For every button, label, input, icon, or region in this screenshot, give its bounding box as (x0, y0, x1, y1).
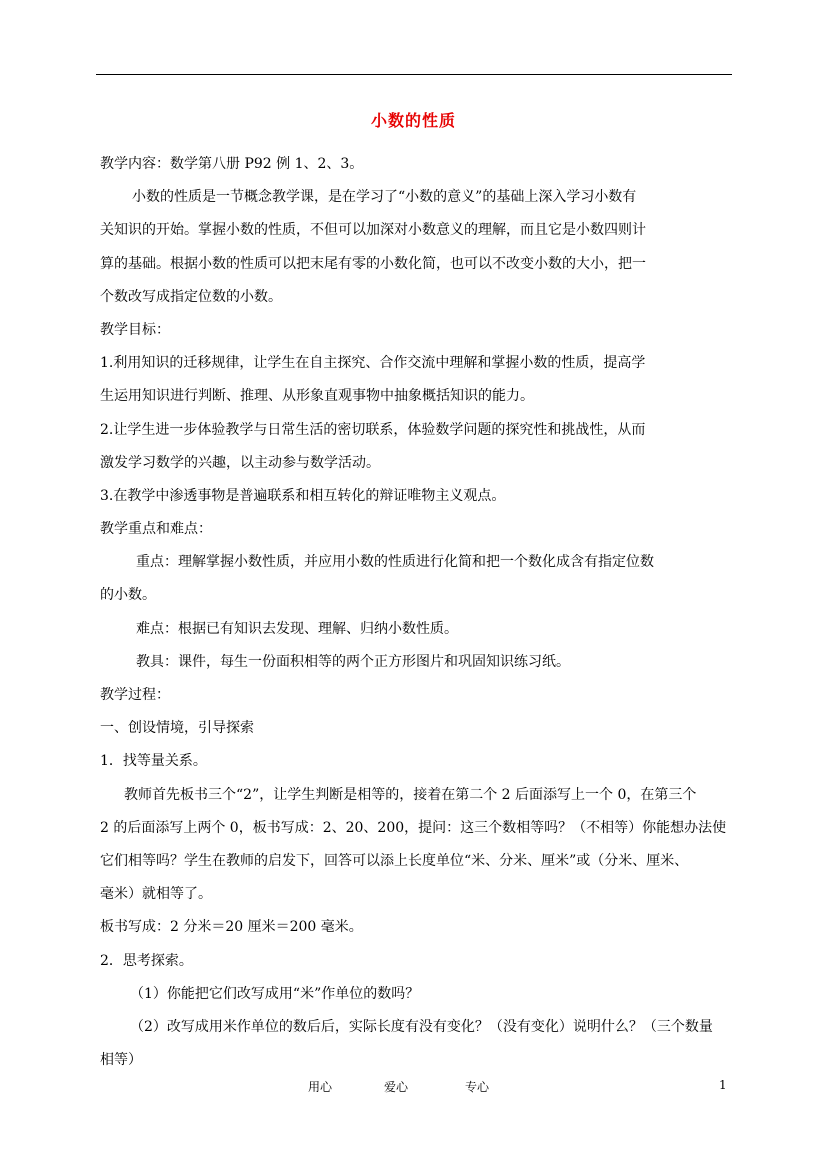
text-line: 1．找等量关系。 (100, 753, 207, 770)
text-line: 生运用知识进行判断、推理、从形象直观事物中抽象概括知识的能力。 (100, 388, 534, 405)
text-line: 教师首先板书三个“2”，让学生判断是相等的，接着在第二个 2 后面添写上一个 0，在第三个 (124, 786, 697, 803)
text-line: 关知识的开始。掌握小数的性质，不但可以加深对小数意义的理解，而且它是小数四则计 (100, 222, 646, 239)
text-line: （2）改写成用米作单位的数后后，实际长度有没有变化？（没有变化）说明什么？（三个数量 (130, 1018, 713, 1035)
text-line: 的小数。 (100, 587, 156, 604)
page-footer (0, 1078, 827, 1098)
text-line: （1）你能把它们改写成用“米”作单位的数吗？ (130, 985, 420, 1002)
text-line: 1.利用知识的迁移规律，让学生在自主探究、合作交流中理解和掌握小数的性质，提高学 (100, 355, 646, 372)
text-line: 2 的后面添写上两个 0，板书写成：2、20、200，提问：这三个数相等吗？（不相等）你能想办法使 (100, 819, 727, 836)
document-title: 小数的性质 (370, 111, 456, 130)
text-line: 算的基础。根据小数的性质可以把末尾有零的小数化简，也可以不改变小数的大小，把一 (100, 255, 646, 272)
text-line: 2．思考探索。 (100, 952, 193, 969)
footer-item-aixin: 爱心 (384, 1080, 409, 1094)
text-line: 教学内容：数学第八册 P92 例 1、2、3。 (100, 156, 364, 172)
text-line: 毫米）就相等了。 (100, 886, 212, 903)
text-line: 3.在教学中渗透事物是普遍联系和相互转化的辩证唯物主义观点。 (100, 487, 506, 504)
text-line: 难点：根据已有知识去发现、理解、归纳小数性质。 (136, 620, 458, 637)
text-line: 重点：理解掌握小数性质，并应用小数的性质进行化简和把一个数化成含有指定位数 (136, 554, 654, 571)
text-line: 激发学习数学的兴趣，以主动参与数学活动。 (100, 454, 380, 471)
text-line: 板书写成：2 分米＝20 厘米＝200 毫米。 (100, 919, 363, 936)
document-body (100, 148, 727, 1077)
text-line: 教具：课件，每生一份面积相等的两个正方形图片和巩固知识练习纸。 (136, 653, 570, 670)
page-number: 1 (719, 1078, 727, 1092)
text-line: 它们相等吗？学生在教师的启发下，回答可以添上长度单位“米、分米、厘米”或（分米、厘米、 (100, 852, 689, 869)
text-line: 2.让学生进一步体验教学与日常生活的密切联系，体验数学问题的探究性和挑战性，从而 (100, 421, 646, 438)
text-line: 教学重点和难点： (100, 521, 212, 538)
footer-item-zhuanxin: 专心 (465, 1080, 490, 1094)
text-line: 小数的性质是一节概念教学课，是在学习了“小数的意义”的基础上深入学习小数有 (132, 189, 637, 206)
footer-item-yongxin: 用心 (308, 1080, 333, 1094)
text-line: 一、创设情境，引导探索 (100, 720, 254, 737)
text-line: 教学目标： (100, 321, 170, 338)
text-line: 相等） (100, 1052, 142, 1069)
header-rule (96, 74, 732, 75)
text-line: 个数改写成指定位数的小数。 (100, 288, 282, 305)
text-line: 教学过程： (100, 687, 170, 703)
